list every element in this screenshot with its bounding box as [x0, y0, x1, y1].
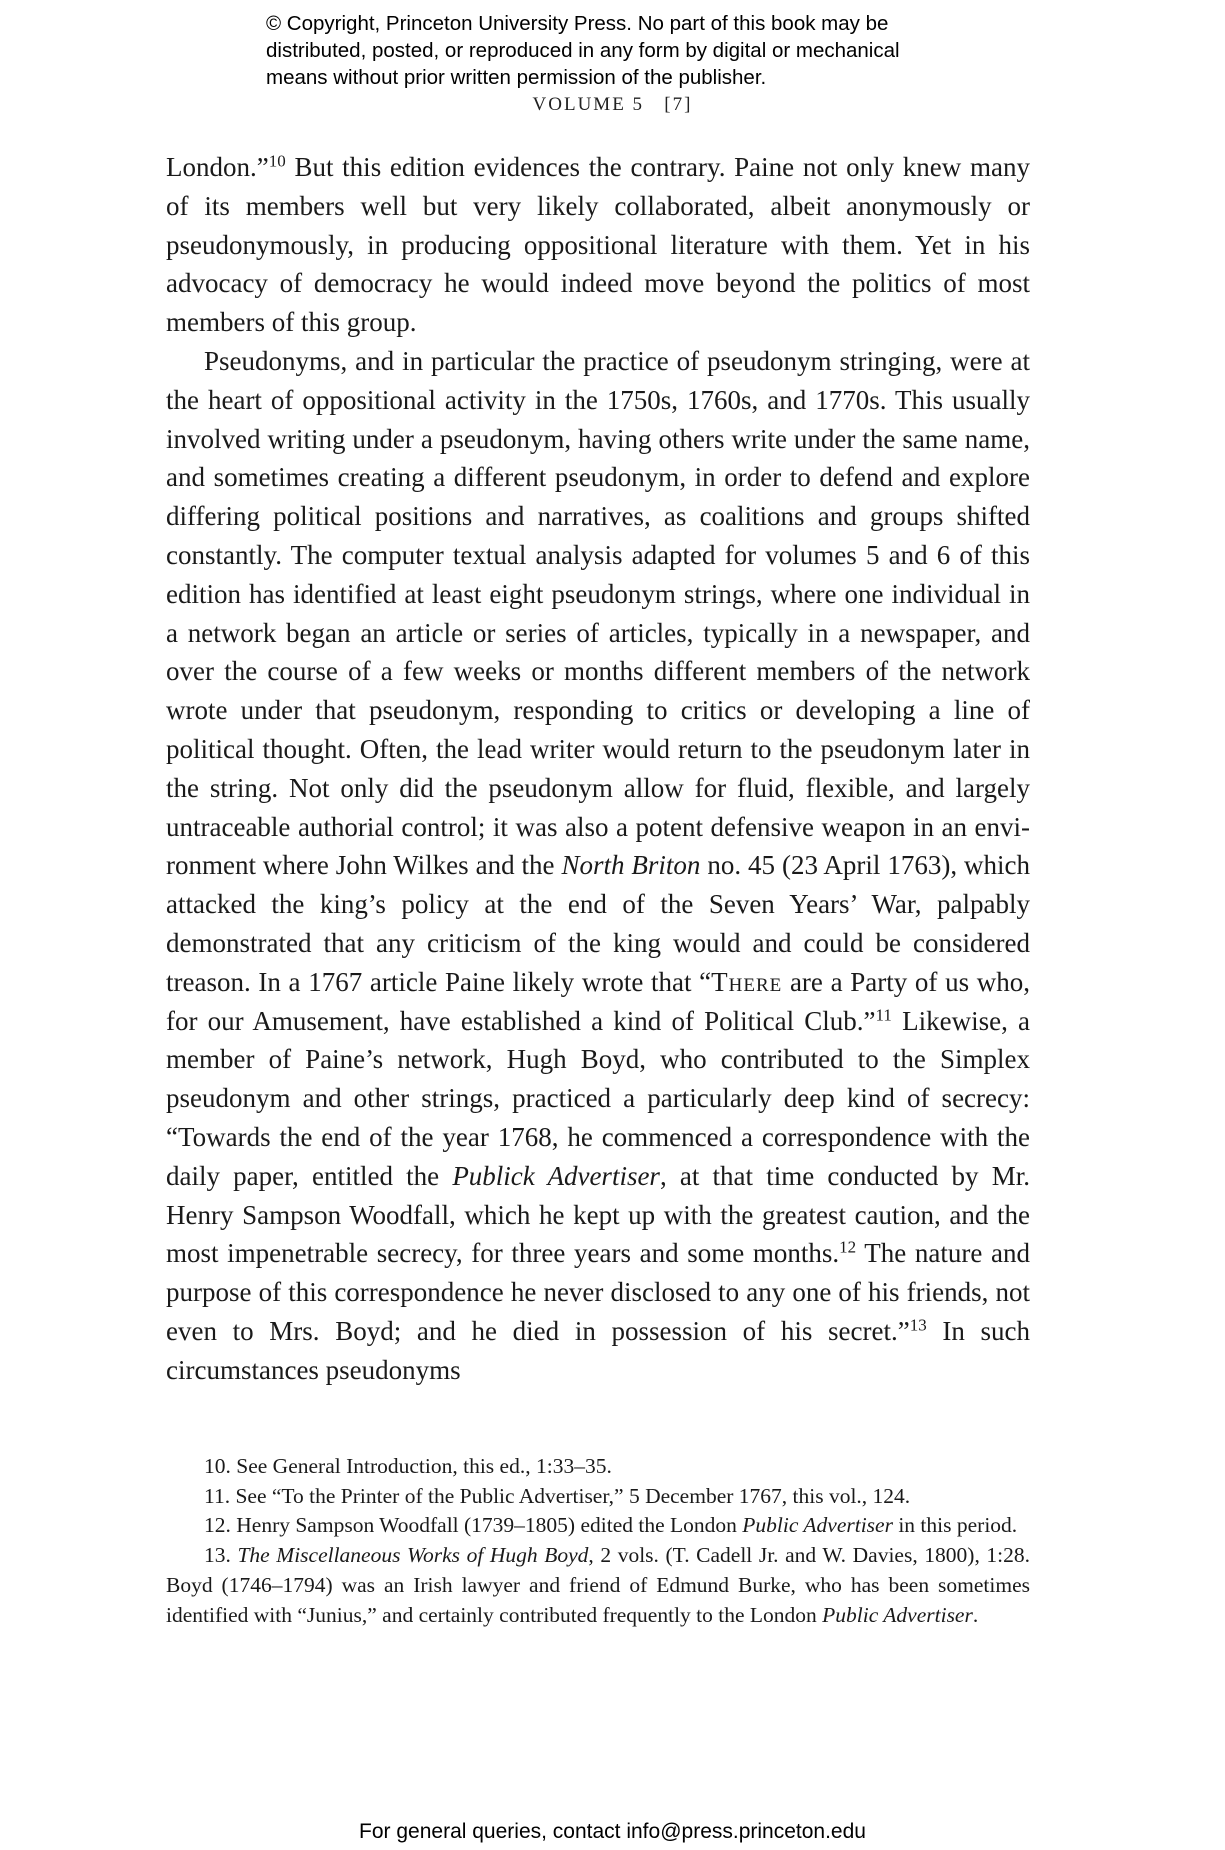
footnote-ref: 10: [268, 151, 286, 171]
copyright-line: distributed, posted, or reproduced in any form by digital or mechanical: [266, 39, 900, 62]
footnote-ref: 13: [909, 1315, 927, 1335]
text-run: Likewise, a member of Paine’s network, Hugh Boyd, who contributed to the Simplex pseudonym and other strings, practiced a particularly deep kind of secrecy: “Towards the end of the year 1768, he commenced a correspondence with the daily paper, entitled the: [166, 1005, 1030, 1191]
footnote-ref: 11: [875, 1005, 892, 1025]
copyright-notice: [266, 10, 1026, 91]
main-text: [166, 148, 1030, 1390]
text-run: But this edition evidences the contrary. Paine not only knew many of its members well but very likely collaborated, albeit anonymously or pseudonymously, in producing oppositional literature with them. Yet in his advocacy of democracy he would indeed move beyond the politics of most members of this group.: [166, 152, 1030, 338]
copyright-line: © Copyright, Princeton University Press. No part of this book may be: [266, 12, 889, 35]
italic-title: Publick Advertiser: [452, 1160, 660, 1191]
text-run: 13.: [204, 1543, 238, 1568]
copyright-line: means without prior written permission of the publisher.: [266, 66, 767, 89]
text-run: Pseudonyms, and in particular the practice of pseudonym stringing, were at the heart of oppositional activity in the 1750s, 1760s, and 1770s. This usually involved writing under a pseudonym, having others write under the same name, and sometimes creating a different pseudonym, in order to defend and explore differing political positions and narratives, as coalitions and groups shifted constantly. The computer textual analysis adapted for volumes 5 and 6 of this edition has identified at least eight pseudonym strings, where one individual in a network began an article or series of articles, typically in a newspaper, and over the course of a few weeks or months different members of the network wrote under that pseudonym, responding to critics or developing a line of political thought. Often, the lead writer would return to the pseudonym later in the string. Not only did the pseudonym allow for fluid, flexible, and largely untraceable authorial control; it was also a potent defensive weapon in an environment where John Wilkes and the: [166, 345, 1030, 881]
footnote-ref: 12: [839, 1237, 857, 1257]
paragraph: [166, 342, 1030, 1390]
italic-title: North Briton: [561, 850, 701, 881]
text-run: , at that time conducted by Mr. Henry Sampson Woodfall, which he kept up with the greatest caution, and the most impenetrable secrecy, for three years and some months.: [166, 1160, 1030, 1269]
text-run: in this period.: [892, 1513, 1018, 1538]
running-head: VOLUME 5 [7]: [532, 94, 693, 115]
footnote-11: 11. See “To the Printer of the Public Advertiser,” 5 December 1767, this vol., 124.: [204, 1483, 911, 1508]
italic-title: The Miscellaneous Works of Hugh Boyd: [237, 1543, 589, 1568]
text-run: no. 45 (23 April 1763), which attacked the king’s policy at the end of the Seven Years’ War, palpably demonstrated that any criticism of the king would and could be considered treason. In a 1767 article Paine likely wrote that “: [166, 850, 1030, 997]
contact-footer: For general queries, contact info@press.princeton.edu: [359, 1820, 866, 1843]
footnote-10: 10. See General Introduction, this ed., 1:33–35.: [204, 1454, 612, 1478]
footnote-13: [166, 1541, 1030, 1630]
italic-title: Public Advertiser: [742, 1513, 893, 1538]
italic-title: Public Advertiser: [822, 1602, 973, 1627]
text-run: In such circumstances pseudonyms: [166, 1315, 1031, 1385]
paragraph: [166, 148, 1030, 342]
text-run: are a Party of us who, for our Amusement, have established a kind of Political Club.”: [166, 966, 1031, 1036]
footnote-12: [166, 1511, 1030, 1541]
footnotes: [166, 1452, 1030, 1630]
text-run: .: [972, 1602, 979, 1627]
text-run: , 2 vols. (T. Cadell Jr. and W. Davies, 1800), 1:28. Boyd (1746–1794) was an Irish lawyer and friend of Edmund Burke, who has been sometimes identified with “Junius,” and certainly contributed frequently to the London: [166, 1543, 1030, 1627]
text-run: 12. Henry Sampson Woodfall (1739–1805) edited the London: [204, 1513, 743, 1538]
small-caps-word: There: [711, 966, 783, 997]
text-run: London.”: [166, 152, 269, 182]
text-run: The nature and purpose of this correspondence he never disclosed to any one of his friends, not even to Mrs. Boyd; and he died in possession of his secret.”: [166, 1238, 1030, 1346]
